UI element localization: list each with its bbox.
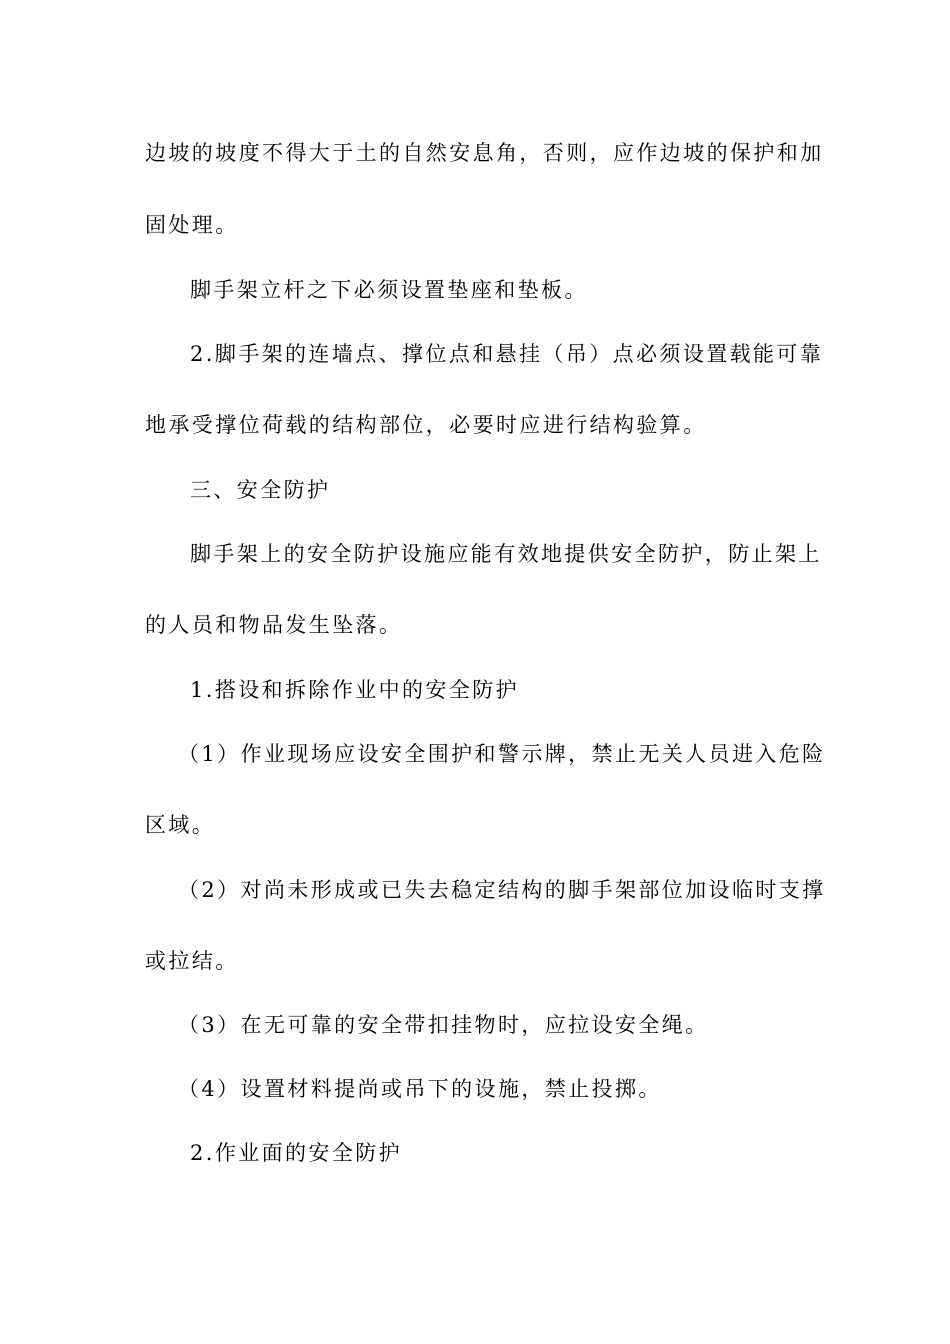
text-line: 区域。 [145, 813, 216, 837]
subsection-heading: 1.搭设和拆除作业中的安全防护 [190, 678, 520, 702]
text-line: 地承受撑位荷载的结构部位，必要时应进行结构验算。 [145, 413, 707, 437]
text-line: 脚手架立杆之下必须设置垫座和垫板。 [190, 278, 588, 302]
text-line: （3）在无可靠的安全带扣挂物时，应拉设安全绳。 [178, 1013, 709, 1037]
text-line: （1）作业现场应设安全围护和警示牌，禁止无关人员进入危险 [178, 742, 826, 766]
text-line: 固处理。 [145, 213, 239, 237]
text-line: （2）对尚未形成或已失去稳定结构的脚手架部位加设临时支撑 [178, 878, 826, 902]
section-heading: 三、安全防护 [190, 478, 331, 502]
text-line: （4）设置材料提尚或吊下的设施，禁止投掷。 [178, 1077, 662, 1101]
text-line: 的人员和物品发生坠落。 [145, 613, 403, 637]
subsection-heading: 2.作业面的安全防护 [190, 1141, 403, 1165]
text-line: 或拉结。 [145, 949, 239, 973]
text-line: 边坡的坡度不得大于土的自然安息角，否则，应作边坡的保护和加 [145, 141, 824, 165]
text-line: 2.脚手架的连墙点、撑位点和悬挂（吊）点必须设置载能可靠 [190, 342, 824, 366]
text-line: 脚手架上的安全防护设施应能有效地提供安全防护，防止架上 [190, 542, 822, 566]
